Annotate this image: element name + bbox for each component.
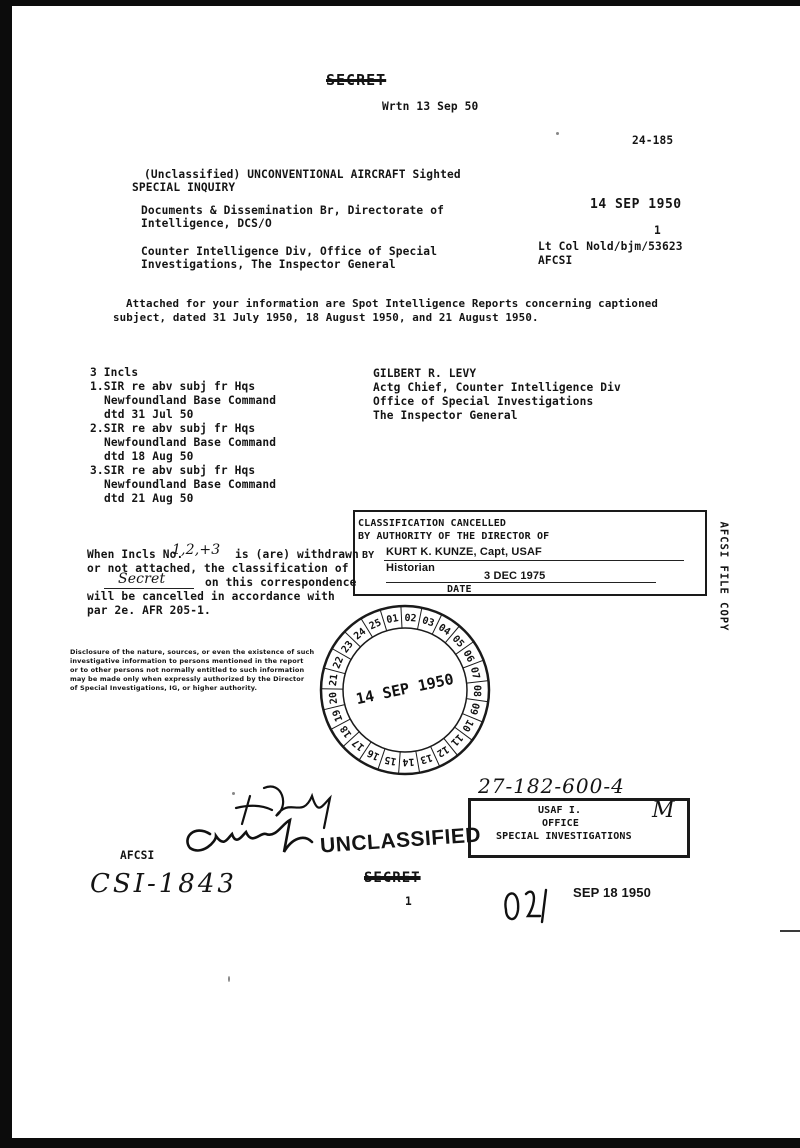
to-line-1: Documents & Dissemination Br, Directorate of xyxy=(141,204,444,217)
disclosure-line: of Special Investigations, IG, or higher authority. xyxy=(70,684,258,692)
disclosure-line: Disclosure of the nature, sources, or even the existence of such xyxy=(70,648,315,656)
declass-date: 3 DEC 1975 xyxy=(484,570,546,582)
inclosures-header: 3 Incls xyxy=(90,366,139,379)
page-number-top: 1 xyxy=(654,224,661,237)
routing-line-2: OFFICE xyxy=(542,818,580,829)
unclassified-stamp: UNCLASSIFIED xyxy=(319,823,482,858)
seal-number: 07 xyxy=(467,666,482,681)
control-number: CSI-1843 xyxy=(90,869,237,899)
seal-number: 11 xyxy=(448,731,465,748)
declass-line-1: CLASSIFICATION CANCELLED xyxy=(358,518,507,529)
officer-reference: Lt Col Nold/bjm/53623 xyxy=(538,240,683,253)
seal-date: 14 SEP 1950 xyxy=(354,669,456,709)
office-symbol: AFCSI xyxy=(538,254,573,267)
scan-speck xyxy=(232,792,235,795)
scan-speck xyxy=(556,132,559,135)
disclosure-line: or to other persons not normally entitled to such information xyxy=(70,666,305,674)
declass-authority-name: KURT K. KUNZE, Capt, USAF xyxy=(386,546,542,558)
seal-number: 15 xyxy=(383,753,398,767)
signer-title: Actg Chief, Counter Intelligence Div xyxy=(373,381,621,394)
seal-number: 21 xyxy=(327,673,341,687)
seal-divider xyxy=(467,681,489,684)
file-reference: 24-185 xyxy=(632,134,674,147)
subject-line-1: (Unclassified) UNCONVENTIONAL AIRCRAFT Sighted xyxy=(144,168,461,181)
inclosure-line: 1.SIR re abv subj fr Hqs xyxy=(90,380,256,393)
routing-mark: M xyxy=(652,798,675,823)
inclosure-line: Newfoundland Base Command xyxy=(104,436,277,449)
disclosure-line: may be made only when expressly authorized by the Director xyxy=(70,675,305,683)
footer-office: AFCSI xyxy=(120,849,155,862)
declass-underline xyxy=(384,560,684,561)
signer-office: Office of Special Investigations xyxy=(373,395,594,408)
withdrawal-line-5: par 2e. AFR 205-1. xyxy=(87,604,211,617)
withdrawal-line-3: on this correspondence xyxy=(205,576,357,589)
withdrawal-line-4: will be cancelled in accordance with xyxy=(87,590,335,603)
declass-date-label: DATE xyxy=(447,584,472,595)
handwritten-mark xyxy=(500,880,560,930)
withdrawal-underline xyxy=(104,588,194,589)
body-line-1: Attached for your information are Spot Intelligence Reports concerning captioned xyxy=(126,297,659,310)
seal-number: 04 xyxy=(436,622,453,639)
inclosure-line: dtd 31 Jul 50 xyxy=(104,408,194,421)
received-date-stamp: 14 SEP 1950 xyxy=(590,197,682,212)
seal-number: 18 xyxy=(338,723,355,740)
seal-number: 22 xyxy=(331,655,347,671)
withdrawal-line-1b: is (are) withdrawn xyxy=(235,548,359,561)
seal-number: 05 xyxy=(449,633,466,650)
seal-number: 23 xyxy=(339,639,356,656)
withdrawal-line-1a: When Incls No. xyxy=(87,548,184,561)
outgoing-date-stamp: SEP 18 1950 xyxy=(573,885,652,900)
scan-speck xyxy=(228,976,230,982)
seal-number: 13 xyxy=(418,751,434,766)
withdrawal-classification-hw: Secret xyxy=(118,571,166,587)
inclosure-line: Newfoundland Base Command xyxy=(104,478,277,491)
seal-number: 20 xyxy=(327,691,341,705)
body-line-2: subject, dated 31 July 1950, 18 August 1950, and 21 August 1950. xyxy=(113,311,539,324)
inclosure-line: Newfoundland Base Command xyxy=(104,394,277,407)
declass-role: Historian xyxy=(386,562,436,574)
inclosure-line: dtd 21 Aug 50 xyxy=(104,492,194,505)
scan-border-left xyxy=(0,0,12,1148)
routing-handwritten-number: 27-182-600-4 xyxy=(478,774,625,798)
inclosure-line: 3.SIR re abv subj fr Hqs xyxy=(90,464,256,477)
file-copy-side-stamp: AFCSI FILE COPY xyxy=(717,521,730,632)
seal-number: 10 xyxy=(459,717,475,734)
classification-top: SECRET xyxy=(326,71,387,89)
withdrawal-line-2: or not attached, the classification of xyxy=(87,562,349,575)
from-line-1: Counter Intelligence Div, Office of Special xyxy=(141,245,438,258)
footer-page-number: 1 xyxy=(405,895,412,908)
seal-number: 24 xyxy=(352,626,369,643)
scan-border-top xyxy=(0,0,800,6)
inclosure-line: 2.SIR re abv subj fr Hqs xyxy=(90,422,256,435)
seal-divider xyxy=(401,606,402,628)
seal-number: 02 xyxy=(404,612,417,625)
signer-org: The Inspector General xyxy=(373,409,518,422)
seal-number: 17 xyxy=(350,736,367,753)
seal-number: 01 xyxy=(385,613,400,627)
declass-date-underline xyxy=(386,582,656,583)
seal-divider xyxy=(399,752,401,774)
circular-date-seal xyxy=(315,600,495,780)
inclosure-line: dtd 18 Aug 50 xyxy=(104,450,194,463)
sheet-edge-mark xyxy=(780,930,800,932)
seal-number: 03 xyxy=(420,615,436,630)
disclosure-line: investigative information to persons mentioned in the report xyxy=(70,657,304,665)
seal-number: 14 xyxy=(402,755,415,768)
declass-by-label: BY xyxy=(362,550,375,561)
withdrawal-incl-numbers: 1,2,+3 xyxy=(172,542,221,558)
subject-line-2: SPECIAL INQUIRY xyxy=(132,181,236,194)
to-line-2: Intelligence, DCS/O xyxy=(141,217,272,230)
seal-number: 09 xyxy=(467,701,481,716)
from-line-2: Investigations, The Inspector General xyxy=(141,258,396,271)
seal-divider xyxy=(418,608,422,630)
seal-number: 25 xyxy=(367,617,384,633)
signer-name: GILBERT R. LEVY xyxy=(373,367,477,380)
routing-line-1: USAF I. xyxy=(538,805,582,816)
scan-border-bottom xyxy=(0,1138,800,1148)
seal-number: 08 xyxy=(470,684,483,698)
seal-divider xyxy=(466,699,488,702)
seal-divider xyxy=(416,751,420,773)
classification-bottom: SECRET xyxy=(364,870,421,886)
declass-line-2: BY AUTHORITY OF THE DIRECTOR OF xyxy=(358,531,550,542)
routing-line-3: SPECIAL INVESTIGATIONS xyxy=(496,831,632,842)
seal-number: 19 xyxy=(330,707,346,723)
written-date: Wrtn 13 Sep 50 xyxy=(382,100,479,113)
seal-number: 12 xyxy=(434,743,451,759)
seal-number: 06 xyxy=(460,648,476,665)
seal-number: 16 xyxy=(365,746,382,762)
